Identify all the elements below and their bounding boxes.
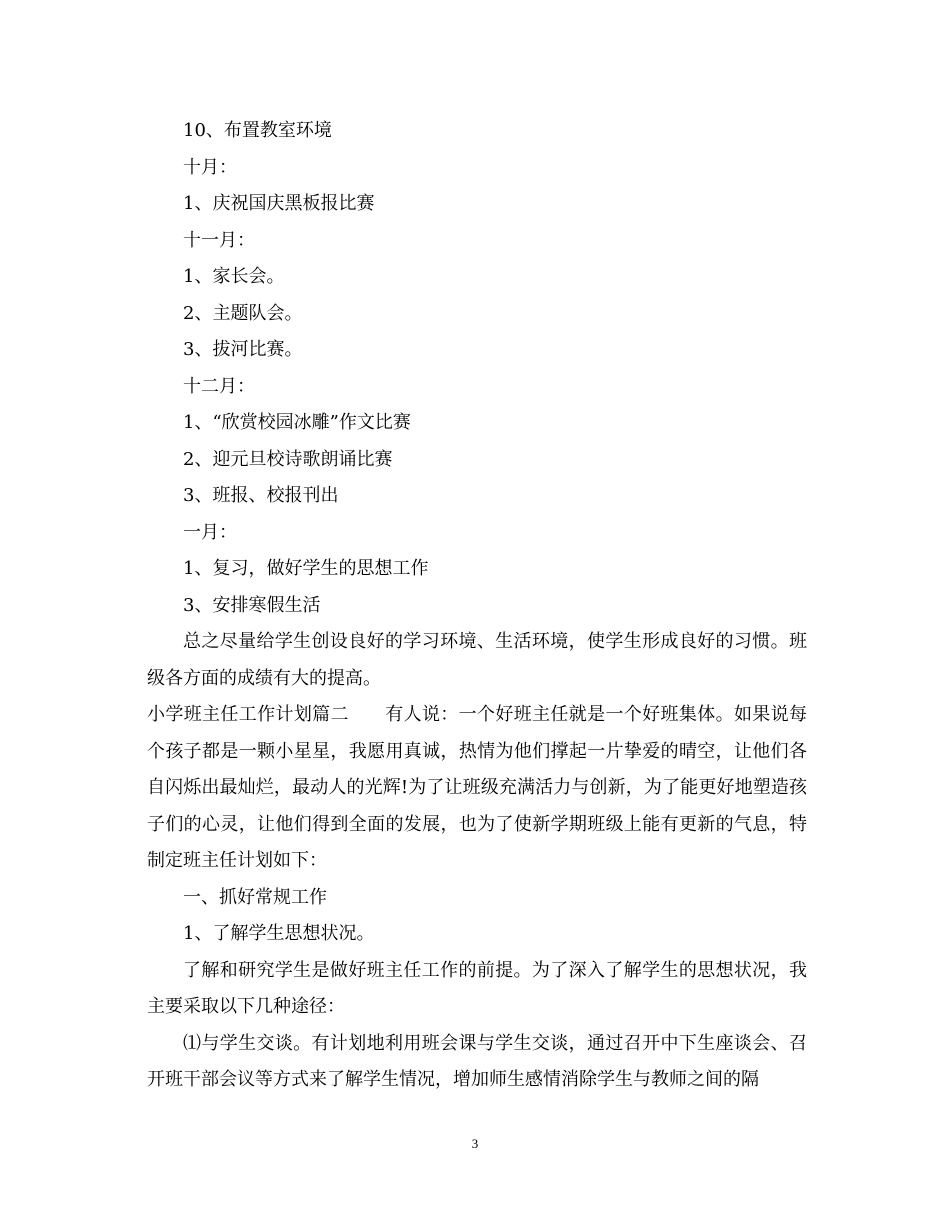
summary-paragraph: 总之尽量给学生创设良好的学习环境、生活环境，使学生形成良好的习惯。班级各方面的成绩有大的提高。 [147, 631, 807, 689]
month-heading: 一月： [183, 521, 237, 543]
page-number: 3 [471, 1136, 479, 1151]
section-block [147, 697, 807, 880]
list-item: 2、主题队会。 [183, 302, 303, 324]
month-heading: 十一月： [183, 229, 255, 251]
list-item: 1、家长会。 [183, 266, 285, 287]
list-item: 10、布置教室环境 [183, 120, 332, 141]
list-item: 3、拔河比赛。 [183, 339, 303, 360]
list-item: 3、班报、校报刊出 [183, 485, 339, 506]
list-item: 1、“欣赏校园冰雕”作文比赛 [183, 412, 411, 433]
list-item: 3、安排寒假生活 [183, 594, 321, 616]
section-intro: 有人说：一个好班主任就是一个好班集体。如果说每个孩子都是一颗小星星，我愿用真诚，热情为他们撑起一片挚爱的晴空，让他们各自闪烁出最灿烂，最动人的光辉!为了让班级充满活力与创新，为了能更好地塑造孩子们的心灵，让他们得到全面的发展，也为了使新学期班级上能有更新的气息，特制定班主任计划如下： [147, 704, 808, 871]
list-item: 2、迎元旦校诗歌朗诵比赛 [183, 448, 393, 470]
section-title: 小学班主任工作计划篇二 [147, 704, 349, 725]
paragraph: ⑴与学生交谈。有计划地利用班会课与学生交谈，通过召开中下生座谈会、召开班干部会议等方式来了解学生情况，增加师生感情消除学生与教师之间的隔 [147, 1032, 807, 1090]
month-heading: 十月： [183, 156, 237, 178]
subheading-1: 1、了解学生思想状况。 [183, 923, 375, 944]
heading-1: 一、抓好常规工作 [183, 886, 327, 908]
paragraph: 了解和研究学生是做好班主任工作的前提。为了深入了解学生的思想状况，我主要采取以下几种途径： [147, 959, 807, 1017]
list-item: 1、复习，做好学生的思想工作 [183, 558, 429, 579]
page-content [147, 113, 807, 1099]
month-heading: 十二月： [183, 375, 255, 397]
list-item: 1、庆祝国庆黑板报比赛 [183, 193, 375, 214]
